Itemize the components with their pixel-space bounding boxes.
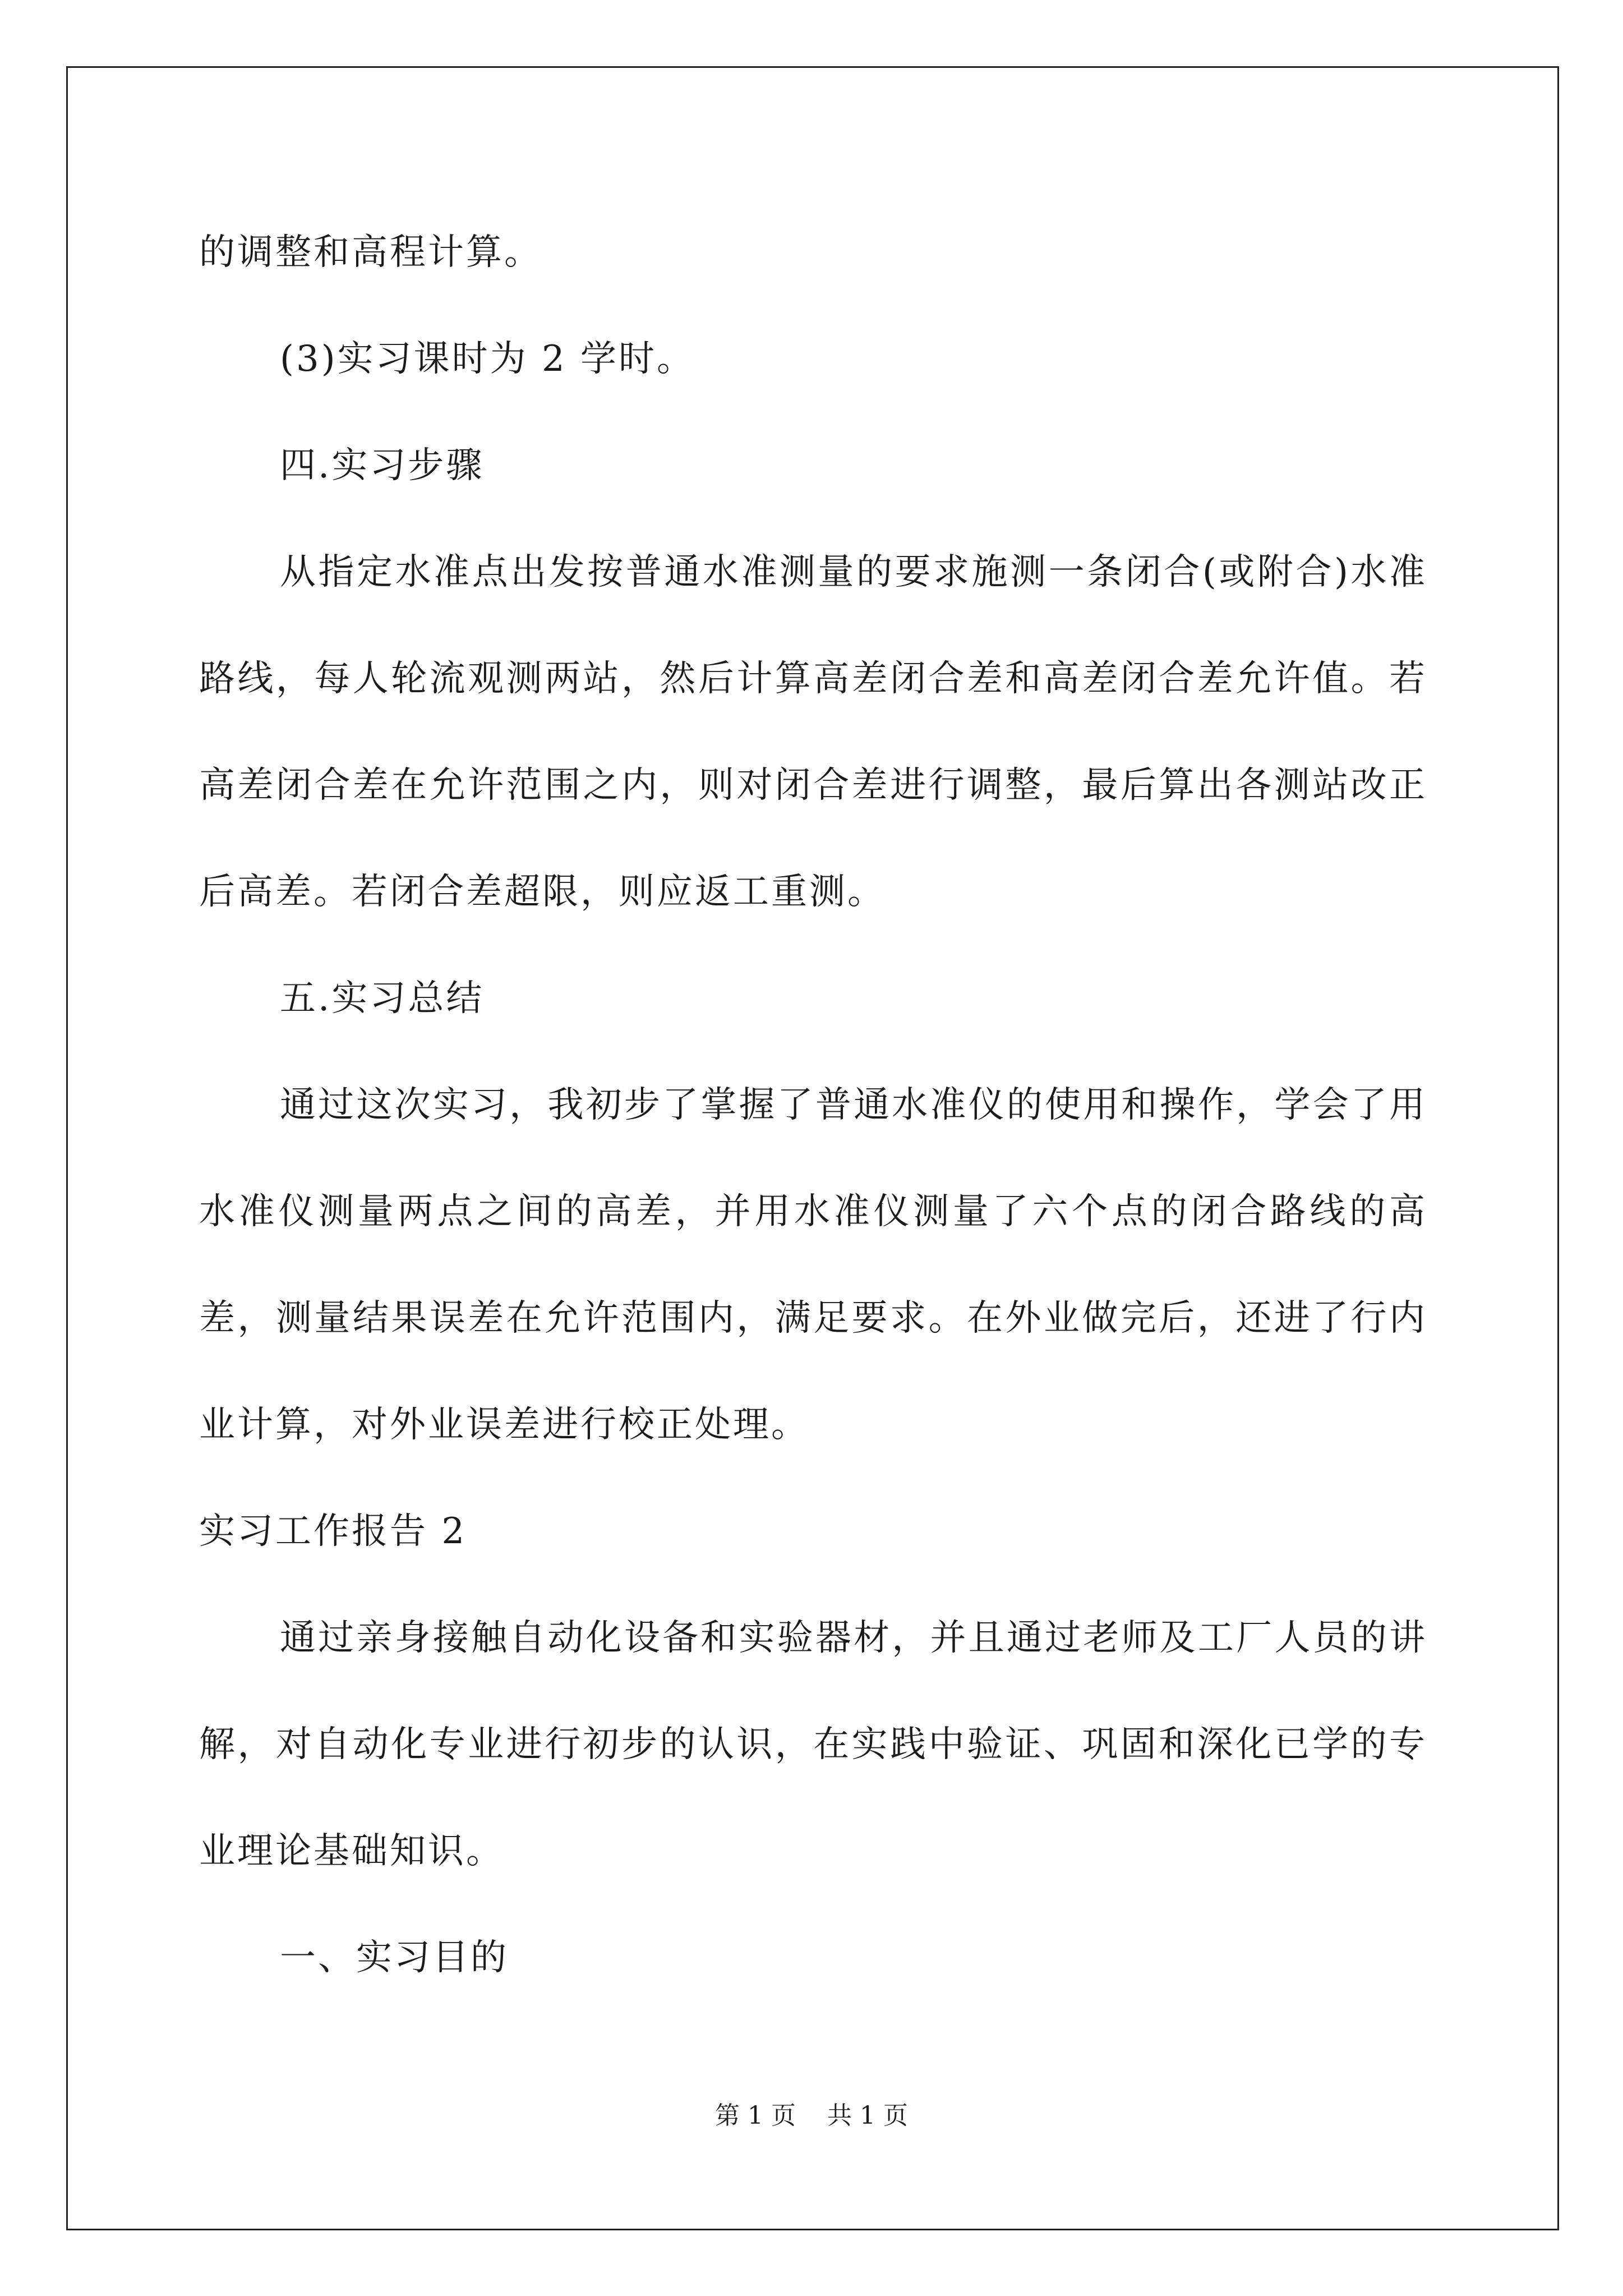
paragraph-continuation: 的调整和高程计算。 — [199, 232, 542, 273]
section-heading-summary: 五.实习总结 — [280, 978, 485, 1019]
paragraph-class-hours: (3)实习课时为 2 学时。 — [280, 338, 695, 380]
document-body — [199, 199, 1427, 2011]
paragraph-summary: 通过这次实习，我初步了掌握了普通水准仪的使用和操作，学会了用水准仪测量两点之间的高差，并用水准仪测量了六个点的闭合路线的高差，测量结果误差在允许范围内，满足要求。在外业做完后，还进了行内业计算，对外业误差进行校正处理。 — [199, 1084, 1427, 1446]
page-total: 共 1 页 — [827, 2101, 908, 2130]
page-footer — [0, 2095, 1623, 2131]
section-heading-purpose: 一、实习目的 — [280, 1937, 509, 1978]
paragraph-steps: 从指定水准点出发按普通水准测量的要求施测一条闭合(或附合)水准路线，每人轮流观测两站，然后计算高差闭合差和高差闭合差允许值。若高差闭合差在允许范围之内，则对闭合差进行调整，最后算出各测站改正后高差。若闭合差超限，则应返工重测。 — [199, 551, 1427, 913]
page-number: 第 1 页 — [715, 2101, 796, 2130]
section-heading-steps: 四.实习步骤 — [280, 445, 485, 486]
paragraph-intro: 通过亲身接触自动化设备和实验器材，并且通过老师及工厂人员的讲解，对自动化专业进行初步的认识，在实践中验证、巩固和深化已学的专业理论基础知识。 — [199, 1617, 1427, 1872]
report-title: 实习工作报告 2 — [199, 1511, 467, 1552]
